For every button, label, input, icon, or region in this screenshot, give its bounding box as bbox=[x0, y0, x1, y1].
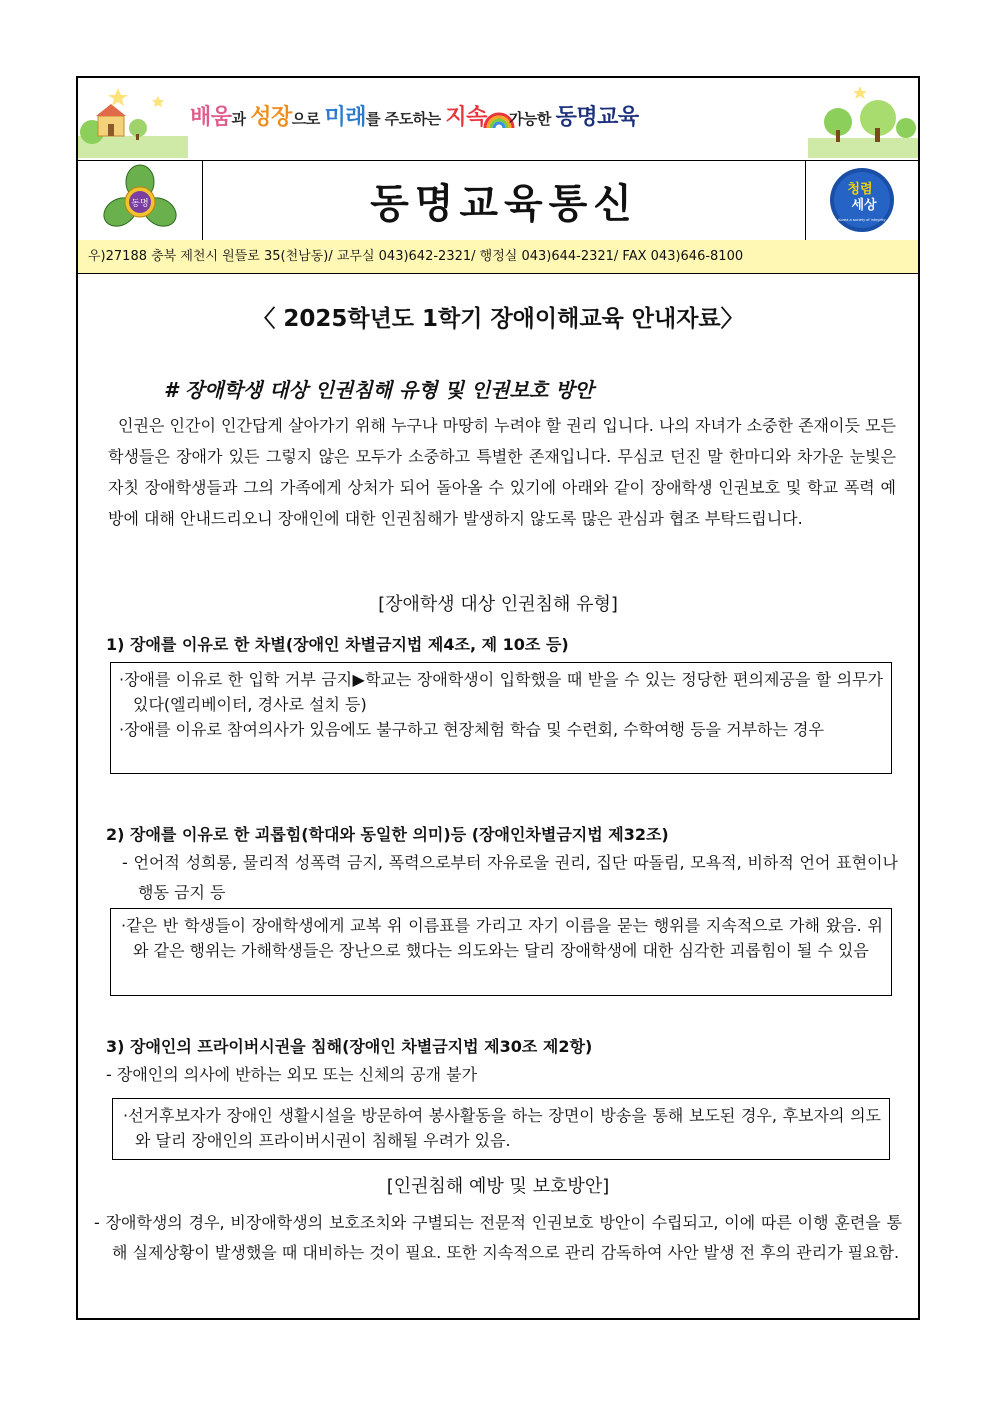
item1-box-line1: ·장애를 이유로 한 입학 거부 금지▶학교는 장애학생이 입학했을 때 받을 수 있는 정당한 편의제공을 할 의무가 있다(엘리베이터, 경사로 설치 등) bbox=[119, 670, 883, 714]
item3-bullet: - 장애인의 의사에 반하는 외모 또는 신체의 공개 불가 bbox=[106, 1065, 478, 1084]
item1-heading: 1) 장애를 이유로 한 차별(장애인 차별금지법 제4조, 제 10조 등) bbox=[106, 635, 569, 654]
item1-box-line2: ·장애를 이유로 참여의사가 있음에도 불구하고 현장체험 학습 및 수련회, 수학여행 등을 거부하는 경우 bbox=[119, 720, 824, 739]
section-title-violation-types: [장애학생 대상 인권침해 유형] bbox=[378, 594, 618, 615]
banner-right-illustration bbox=[808, 78, 918, 158]
conclusion-paragraph: - 장애학생의 경우, 비장애학생의 보호조치와 구별되는 전문적 인권보호 방안이 수립되고, 이에 따른 이행 훈련을 통해 실제상황이 발생했을 때 대비하는 것이 필요. 또한 지속적으로 관리 감독하여 사안 발생 전 후의 관리가 필요함. bbox=[94, 1213, 902, 1262]
item3-heading: 3) 장애인의 프라이버시권을 침해(장애인 차별금지법 제30조 제2항) bbox=[106, 1037, 593, 1056]
slogan-school-name: 동명교육 bbox=[555, 105, 639, 130]
masthead bbox=[78, 160, 918, 241]
slogan-word-sustain: 지속 bbox=[445, 105, 487, 130]
emblem-text: 동명 bbox=[131, 199, 149, 209]
slogan-word-future: 미래 bbox=[324, 105, 366, 130]
slogan-word-growth: 성장 bbox=[250, 105, 292, 130]
school-contact-address: 우)27188 충북 제천시 원뜰로 35(천남동)/ 교무실 043)642-2321/ 행정실 043)644-2321/ FAX 043)646-8100 bbox=[78, 240, 918, 274]
logo-small-text: Korea a society of integrity bbox=[838, 218, 886, 222]
school-emblem-icon bbox=[100, 164, 180, 236]
school-slogan bbox=[190, 100, 639, 131]
item1-example-box bbox=[110, 662, 892, 774]
intro-paragraph: 인권은 인간이 인간답게 살아가기 위해 누구나 마땅히 누려야 할 권리 입니다. 나의 자녀가 소중한 존재이듯 모든 학생들은 장애가 있든 그렇지 않은 모두가 소중하고 특별한 존재입니다. 무심코 던진 말 한마디와 차가운 눈빛은 자칫 장애학생들과 그의 가족에게 상처가 되어 돌아올 수 있기에 아래와 같이 장애학생 인권보호 및 학교 폭력 예방에 대해 안내드리오니 장애인에 대한 인권침해가 발생하지 않도록 많은 관심과 협조 부탁드립니다. bbox=[108, 416, 896, 528]
item2-example-box: ·같은 반 학생들이 장애학생에게 교복 위 이름표를 가리고 자기 이름을 묻는 행위를 지속적으로 가해 왔음. 위와 같은 행위는 가해학생들은 장난으로 했다는 의도와는 달리 장애학생에 대한 심각한 괴롭힘이 될 수 있음 bbox=[110, 908, 892, 996]
item2-heading: 2) 장애를 이유로 한 괴롭힘(학대와 동일한 의미)등 (장애인차별금지법 제32조) bbox=[106, 825, 669, 844]
banner-left-illustration bbox=[78, 78, 188, 158]
slogan-banner bbox=[78, 78, 918, 161]
slogan-word-learning: 배움 bbox=[190, 105, 232, 130]
school-emblem-cell bbox=[78, 160, 203, 240]
section-title-prevention: [인권침해 예방 및 보호방안] bbox=[386, 1176, 610, 1197]
integrity-logo-icon bbox=[826, 165, 898, 235]
logo-text-1: 청렴 bbox=[847, 182, 873, 197]
slogan-text: 으로 bbox=[291, 110, 325, 128]
newsletter-title: 동명교육통신 bbox=[370, 180, 638, 227]
item2-bullet: - 언어적 성희롱, 물리적 성폭력 금지, 폭력으로부터 자유로울 권리, 집단 따돌림, 모욕적, 비하적 언어 표현이나 행동 금지 등 bbox=[122, 853, 898, 902]
item3-example-box: ·선거후보자가 장애인 생활시설을 방문하여 봉사활동을 하는 장면이 방송을 통해 보도된 경우, 후보자의 의도와 달리 장애인의 프라이버시권이 침해될 우려가 있음. bbox=[112, 1098, 890, 1160]
slogan-text: 가능한 bbox=[508, 110, 556, 128]
logo-text-2: 세상 bbox=[851, 198, 877, 213]
slogan-text: 를 주도하는 bbox=[365, 110, 446, 128]
document-title: 〈 2025학년도 1학기 장애이해교육 안내자료〉 bbox=[252, 306, 744, 332]
slogan-text: 과 bbox=[231, 110, 251, 128]
document-subtitle: # 장애학생 대상 인권침해 유형 및 인권보호 방안 bbox=[164, 378, 594, 402]
newsletter-frame bbox=[76, 76, 920, 1320]
integrity-logo-cell bbox=[805, 160, 918, 240]
